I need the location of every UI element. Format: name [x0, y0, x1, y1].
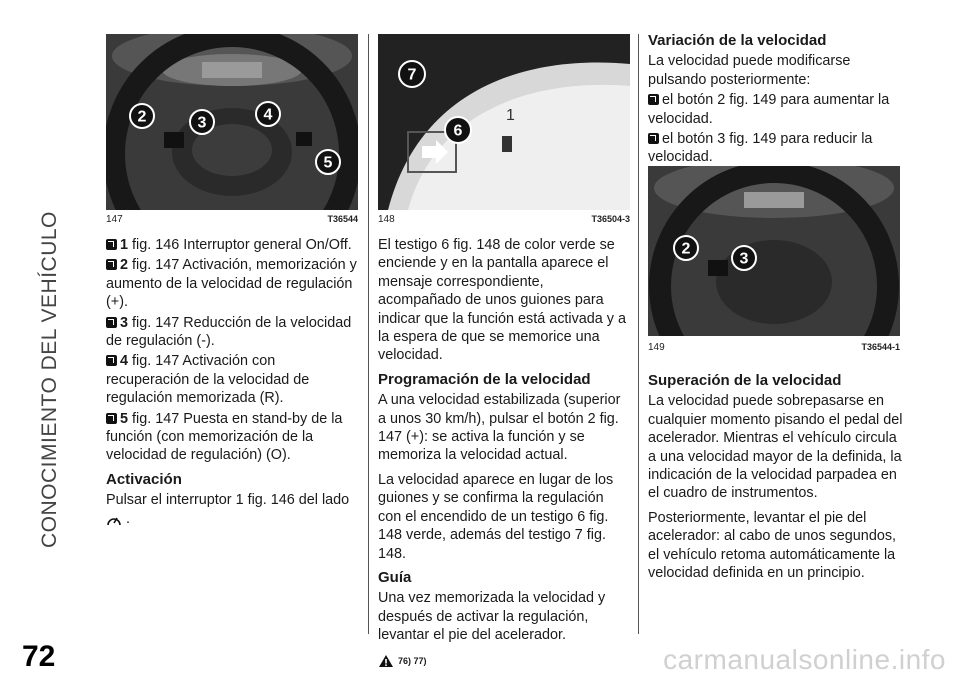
paragraph: El testigo 6 fig. 148 de color verde se enciende y en la pantalla aparece el mensaje correspondiente, acompañado de unos guiones para indicar que la función está activada y a la espera de que se memorice una velocidad. [378, 237, 626, 364]
warning-triangle-icon [378, 654, 394, 668]
page-number: 72 [22, 640, 56, 673]
cruise-control-icon [106, 513, 122, 527]
steering-wheel-photo [106, 34, 358, 210]
figure-number: 149 [648, 342, 665, 353]
watermark: carmanualsonline.info [663, 644, 946, 675]
section-heading: Activación [106, 470, 182, 488]
figure-code: T36544-1 [861, 342, 900, 352]
column-3-lower [648, 372, 904, 588]
column-divider [368, 34, 369, 634]
list-item: 2 fig. 147 Activación, memorización y aumento de la velocidad de regulación (+). [106, 257, 357, 311]
paragraph: La velocidad aparece en lugar de los guiones y se confirma la regulación con el encendido de un testigo 6 fig. 148 verde, además del testigo 7 fig. 148. [378, 471, 614, 562]
column-divider [638, 34, 639, 634]
bullet-icon [106, 259, 117, 270]
callout-7: 7 [407, 66, 417, 84]
steering-wheel-photo [648, 166, 900, 336]
callout-2: 2 [137, 108, 147, 126]
paragraph: A una velocidad estabilizada (superior a unos 30 km/h), pulsar el botón 2 fig. 147 (+): se activa la función y se memoriza la velocidad actual. [378, 392, 621, 464]
figure-code: T36504-3 [591, 214, 630, 224]
section-heading: Variación de la velocidad [648, 32, 827, 49]
section-heading: Guía [378, 568, 412, 586]
paragraph: Pulsar el interruptor 1 fig. 146 del lado . [106, 492, 350, 527]
list-item: el botón 2 fig. 149 para aumentar la velocidad. [648, 92, 890, 127]
column-1 [106, 236, 358, 534]
figure-number: 148 [378, 214, 395, 225]
instrument-cluster-photo [378, 34, 630, 210]
chapter-title: CONOCIMIENTO DEL VEHÍCULO [38, 211, 61, 548]
callout-3: 3 [197, 114, 207, 132]
column-2 [378, 236, 630, 670]
figure-caption [378, 214, 630, 225]
figure-caption [106, 214, 358, 225]
figure-149 [648, 166, 900, 362]
figure-number: 147 [106, 214, 123, 225]
paragraph: La velocidad puede modificarse pulsando posteriormente: [648, 53, 851, 88]
callout-6: 6 [453, 122, 463, 140]
bullet-icon [106, 239, 117, 250]
list-item: 4 fig. 147 Activación con recuperación de la velocidad de regulación memorizada (R). [106, 353, 310, 407]
figure-148 [378, 34, 630, 230]
figure-code: T36544 [327, 214, 358, 224]
list-item: 1 fig. 146 Interruptor general On/Off. [106, 236, 358, 254]
callout-4: 4 [263, 106, 273, 124]
section-heading: Programación de la velocidad [378, 370, 591, 388]
bullet-icon [648, 133, 659, 144]
column-3 [648, 32, 904, 169]
warning-reference: 76) 77) [378, 651, 630, 670]
bullet-icon [106, 317, 117, 328]
figure-147 [106, 34, 358, 230]
paragraph: Posteriormente, levantar el pie del acelerador: al cabo de unos segundos, el vehículo retoma automáticamente la velocidad definida en un principio. [648, 509, 897, 582]
bullet-icon [106, 413, 117, 424]
callout-5: 5 [323, 154, 333, 172]
callout-2: 2 [681, 240, 691, 258]
paragraph: La velocidad puede sobrepasarse en cualquier momento pisando el pedal del acelerador. Mientras el vehículo circula a una velocidad mayor de la definida, la indicación de la velocidad parpadea en el cuadro de instrumentos. [648, 393, 903, 502]
svg-text:1: 1 [506, 107, 515, 124]
bullet-icon [106, 355, 117, 366]
list-item: 5 fig. 147 Puesta en stand-by de la función (con memorización de la velocidad de regulación) (O). [106, 410, 343, 464]
figure-caption [648, 342, 900, 353]
list-item: 3 fig. 147 Reducción de la velocidad de regulación (-). [106, 314, 352, 350]
list-item: el botón 3 fig. 149 para reducir la velocidad. [648, 131, 873, 166]
bullet-icon [648, 94, 659, 105]
callout-3: 3 [739, 250, 749, 268]
section-heading: Superación de la velocidad [648, 372, 842, 389]
paragraph: Una vez memorizada la velocidad y después de activar la regulación, levantar el pie del acelerador. [378, 590, 606, 644]
